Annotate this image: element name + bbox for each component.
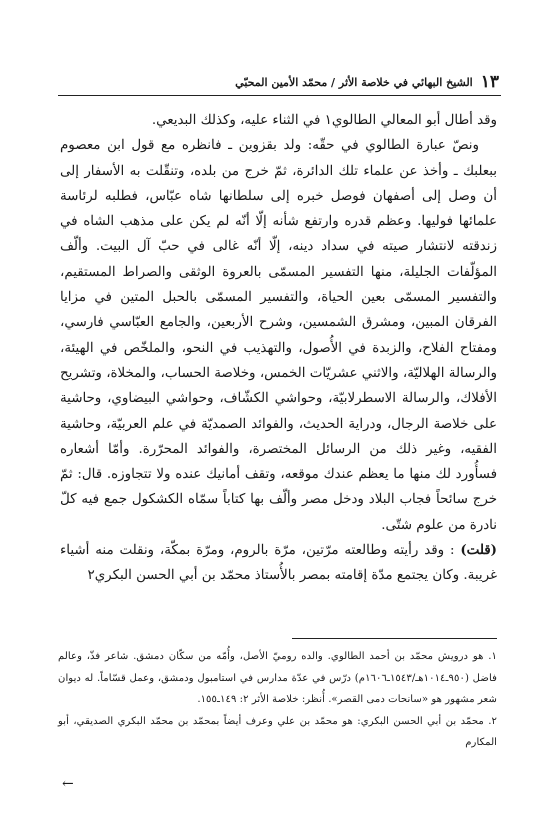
page-number: ١٣ [480,72,499,92]
footnote-rule [292,638,497,639]
footnote-1: ١. هو درويش محمّد بن أحمد الطالوي. والده روميّ الأصل، وأُمّه من سكّان دمشق. شاعر فذّ، وعالم فاضل (٩٥٠ـ١٠١٤هـ/١٥٤٣ـ١٦٠٦م) درّس في عدّة مدارس في استامبول ودمشق، وعمل قسّاماً. له ديوان شعر مشهور هو «سانحات دمى القصر». أُنظر: خلاصة الأثر ٢: ١٤٩ـ١٥٥. [58,651,497,705]
running-header [60,70,499,94]
paragraph-3-text: : وقد رأيته وطالعته مرّتين، مرّة بالروم، ومرّة بمكّة، ونقلت منه أشياء غريبة. وكان يجتمع مدّة إقامته بمصر بالأُستاذ محمّد بن أبي الحسن البكري٢ [60,543,497,584]
paragraph-3-label: (قلت) [460,542,497,559]
footnotes [58,646,497,754]
continuation-arrow-icon: ← [62,776,74,792]
paragraph-3 [60,538,497,589]
running-title: الشيخ البهائي في خلاصة الأثر / محمّد الأمين المحبّي [235,75,473,89]
paragraph-1: وقد أطال أبو المعالي الطالوي١ في الثناء عليه، وكذلك البديعي. [151,113,497,128]
footnote-2: ٢. محمّد بن أبي الحسن البكري: هو محمّد بن علي وعرف أيضاً بمحمّد بن محمّد البكري الصديقي، أبو المكارم [58,715,497,748]
header-rule [58,95,501,96]
paragraph-2: ونصّ عبارة الطالوي في حقّه: ولد بقزوين ـ فانظره مع قول ابن معصوم ببعلبك ـ وأخذ عن علماء تلك الدائرة، ثمّ خرج من بلده، وتنقّلت به الأسفار إلى أن وصل إلى أصفهان فوصل خبره إلى سلطانها شاه عبّاس، فطلبه لرئاسة علمائها فوليها. وعظم قدره وارتفع شأنه إلّا أنّه لم يكن على مذهب الشاه في زندقته لانتشار صيته في سداد دينه، إلّا أنّه غالى في حبّ آل البيت. وألّف المؤلّفات الجليلة، منها التفسير المسمّى بالعروة الوثقى والصراط المستقيم، والتفسير المسمّى بعين الحياة، والتفسير المسمّى بالحبل المتين في مزايا الفرقان المبين، ومشرق الشمسين، وشرح الأربعين، والجامع العبّاسي فارسي، ومفتاح الفلاح، والزبدة في الأُصول، والتهذيب في النحو، والملخّص في الهيئة، والرسالة الهلاليّة، والاثني عشريّات الخمس، وخلاصة الحساب، والمخلاة، وتشريح الأفلاك، والرسالة الاسطرلابيّة، وحواشي الكشّاف، وحواشي البيضاوي، وحاشية على خلاصة الرجال، ودراية الحديث، والفوائد الصمديّة في علم العربيّة، وحاشية الفقيه، وغير ذلك من الرسائل المختصرة، والفوائد المحرّرة. وأمّا أشعاره فسأُورد لك منها ما يعظم عندك موقعه، وتقف أمانيك عنده ولا تتجاوزه. قال: ثمّ خرج سائحاً فجاب البلاد ودخل مصر وألّف بها كتاباً سمّاه الكشكول جمع فيه كلّ نادرة من علوم شتّى. [60,138,497,533]
main-text [60,108,497,589]
